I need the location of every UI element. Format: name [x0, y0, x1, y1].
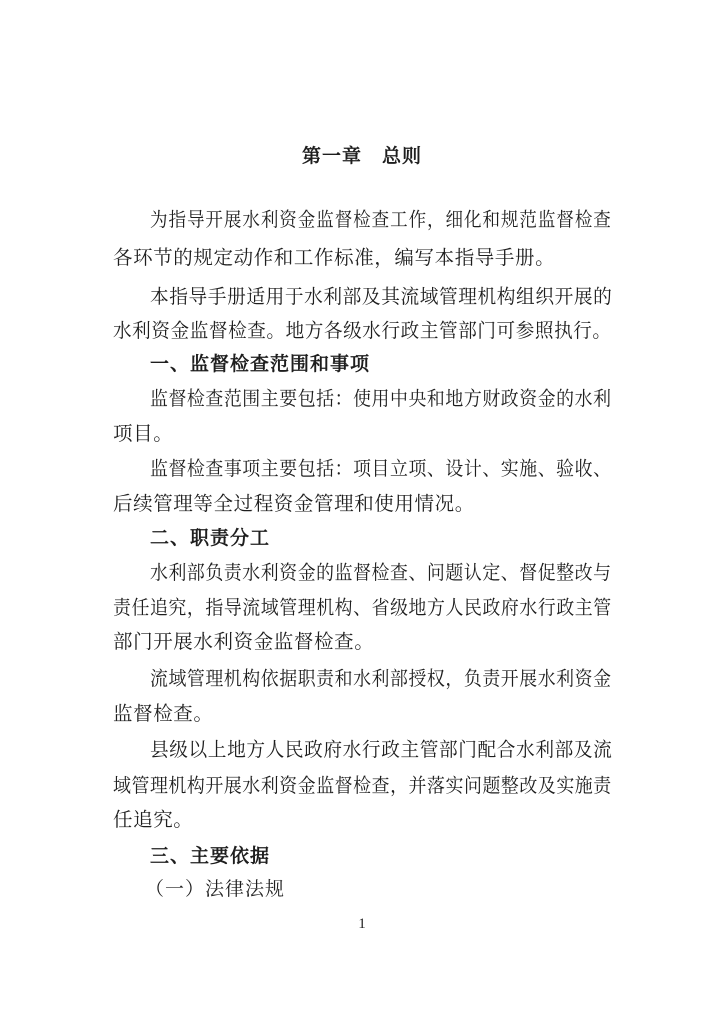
chapter-title: 第一章 总则: [301, 145, 422, 167]
paragraph-line: 任追究。: [113, 808, 194, 831]
page-number: 1: [358, 916, 366, 932]
paragraph-line: 部门开展水利资金监督检查。: [113, 630, 375, 653]
paragraph-line: 监督检查事项主要包括：项目立项、设计、实施、验收、: [150, 457, 612, 480]
paragraph-line: 监督检查范围主要包括：使用中央和地方财政资金的水利: [150, 387, 612, 410]
paragraph-line: 监督检查。: [113, 702, 214, 725]
paragraph-line: 后续管理等全过程资金管理和使用情况。: [113, 492, 475, 515]
paragraph-line: 水利部负责水利资金的监督检查、问题认定、督促整改与: [150, 561, 612, 584]
subsection-heading: （一）法律法规: [145, 878, 286, 900]
paragraph-line: 各环节的规定动作和工作标准，编写本指导手册。: [113, 246, 556, 269]
paragraph-line: 水利资金监督检查。地方各级水行政主管部门可参照执行。: [113, 319, 612, 342]
paragraph-line: 本指导手册适用于水利部及其流域管理机构组织开展的: [150, 285, 613, 308]
paragraph-line: 项目。: [113, 422, 174, 445]
section-heading: 二、职责分工: [150, 527, 271, 549]
section-heading: 一、监督检查范围和事项: [150, 353, 371, 375]
paragraph-line: 域管理机构开展水利资金监督检查，并落实问题整改及实施责: [113, 774, 612, 797]
paragraph-line: 责任追究，指导流域管理机构、省级地方人民政府水行政主管: [113, 596, 612, 619]
paragraph-line: 为指导开展水利资金监督检查工作，细化和规范监督检查: [150, 208, 612, 231]
paragraph-line: 流域管理机构依据职责和水利部授权，负责开展水利资金: [150, 667, 612, 690]
section-heading: 三、主要依据: [150, 845, 271, 867]
paragraph-line: 县级以上地方人民政府水行政主管部门配合水利部及流: [150, 738, 613, 761]
